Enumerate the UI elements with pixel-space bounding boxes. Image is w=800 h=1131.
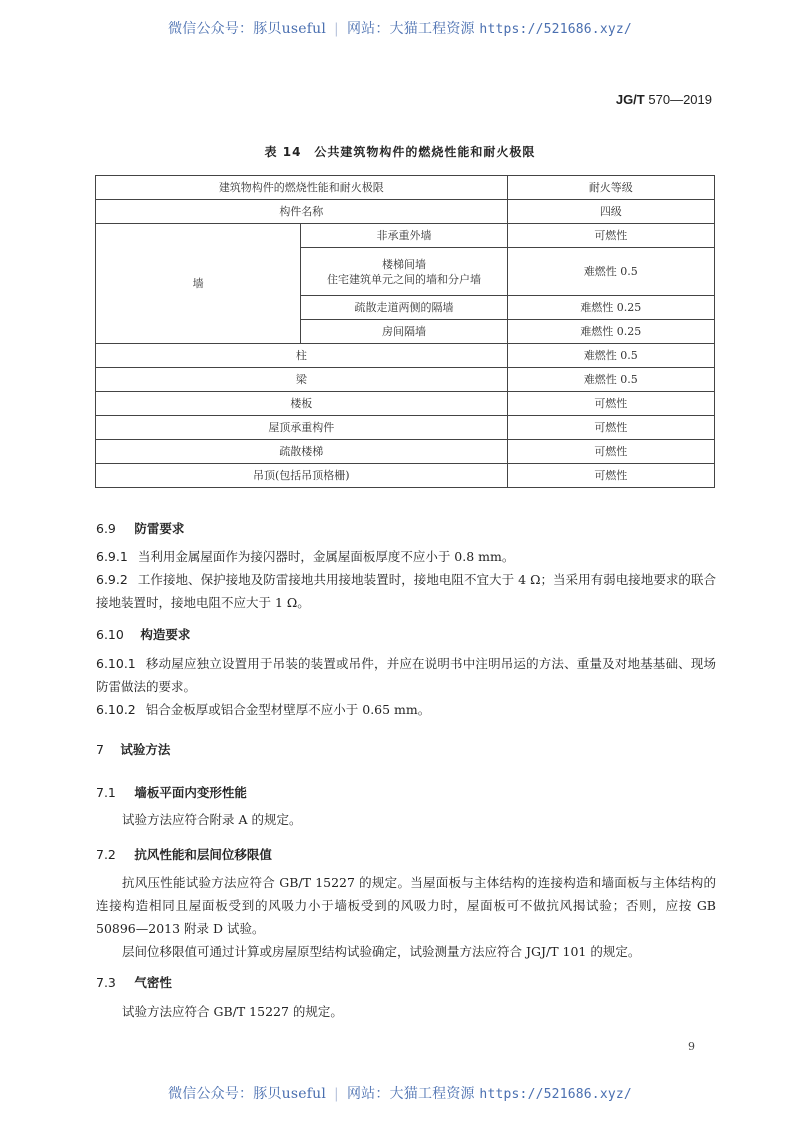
section-title: 气密性 [134,975,172,990]
section-number: 7 [96,742,104,757]
standard-code [616,92,712,107]
watermark-site: 网站：大猫工程资源 [346,1086,475,1102]
table-cell-name: 梁 [96,368,508,392]
table-row [96,392,715,416]
paragraph-7-2-drift: 层间位移限值可通过计算或房屋原型结构试验确定，试验测量方法应符合 JGJ/T 101 的规定。 [122,944,641,959]
table-cell-name [301,248,507,296]
table-row [96,440,715,464]
clause-number: 6.10.2 [96,702,136,717]
section-number: 7.1 [96,785,116,800]
watermark-wechat: 微信公众号：豚贝useful [168,1086,327,1102]
clause-text: 当利用金属屋面作为接闪器时，金属屋面板厚度不应小于 0.8 mm。 [137,549,515,564]
clause-6-9-2 [96,568,716,614]
paragraph-7-3: 试验方法应符合 GB/T 15227 的规定。 [122,1004,343,1019]
watermark-url: https://521686.xyz/ [479,22,632,37]
table-row [96,224,715,248]
table-header-cell: 构件名称 [96,200,508,224]
section-heading-7-2 [96,845,272,863]
clause-text: 工作接地、保护接地及防雷接地共用接地装置时，接地电阻不宜大于 4 Ω；当采用有弱电接地要求的联合接地装置时，接地电阻不应大于 1 Ω。 [96,572,716,610]
standard-number: 570—2019 [648,92,712,107]
table-cell-value: 可燃性 [507,416,714,440]
clause-text: 铝合金板厚或铝合金型材壁厚不应小于 0.65 mm。 [145,702,431,717]
table-header-cell: 四级 [507,200,714,224]
table-cell-value: 难燃性 0.5 [507,368,714,392]
section-title: 抗风性能和层间位移限值 [134,847,272,862]
standard-prefix: JG/T [615,92,645,107]
section-number: 6.10 [96,627,124,642]
watermark-separator: | [334,21,339,37]
watermark-separator: | [334,1086,339,1102]
section-number: 7.2 [96,847,116,862]
watermark-top [0,18,800,38]
table-cell-name: 柱 [96,344,508,368]
section-heading-6-10 [96,625,190,643]
table-header-row [96,200,715,224]
clause-6-10-2 [96,698,716,721]
clause-text: 移动屋应独立设置用于吊装的装置或吊件，并应在说明书中注明吊运的方法、重量及对地基基础、现场防雷做法的要求。 [96,656,716,694]
table-row [96,416,715,440]
section-heading-7-1 [96,783,247,801]
clause-number: 6.9.1 [96,549,128,564]
watermark-wechat: 微信公众号：豚贝useful [168,21,327,37]
table-cell-name: 吊顶(包括吊顶格栅) [96,464,508,488]
table-cell-value: 难燃性 0.25 [507,296,714,320]
table-cell-value: 可燃性 [507,392,714,416]
table-header-row [96,176,715,200]
table-row [96,464,715,488]
clause-6-10-1 [96,652,716,698]
section-heading-6-9 [96,519,184,537]
table-caption: 表 14 公共建筑物构件的燃烧性能和耐火极限 [264,145,536,159]
table-cell-name: 房间隔墙 [301,320,507,344]
table-cell-value: 难燃性 0.25 [507,320,714,344]
section-title: 墙板平面内变形性能 [134,785,247,800]
table-header-cell: 耐火等级 [507,176,714,200]
table-header-cell: 建筑物构件的燃烧性能和耐火极限 [96,176,508,200]
table-cell-name: 屋顶承重构件 [96,416,508,440]
clause-number: 6.9.2 [96,572,128,587]
clause-number: 6.10.1 [96,656,136,671]
section-title: 防雷要求 [134,521,185,536]
table-cell-name: 非承重外墙 [301,224,507,248]
watermark-site: 网站：大猫工程资源 [346,21,475,37]
section-title: 构造要求 [140,627,191,642]
watermark-url: https://521686.xyz/ [479,1087,632,1102]
table-cell-value: 可燃性 [507,224,714,248]
paragraph-7-2-wind: 抗风压性能试验方法应符合 GB/T 15227 的规定。当屋面板与主体结构的连接构造和墙面板与主体结构的连接构造相同且屋面板受到的风吸力小于墙板受到的风吸力时，屋面板可不做抗风揭试验；否则，应按 GB 50896—2013 附录 D 试验。 [96,875,716,936]
table-cell-value: 可燃性 [507,464,714,488]
section-number: 6.9 [96,521,116,536]
table-cell-name-line: 楼梯间墙 [381,257,426,271]
fire-resistance-table [95,175,715,488]
section-title: 试验方法 [120,742,171,757]
table-cell-name: 疏散走道两侧的隔墙 [301,296,507,320]
table-row [96,368,715,392]
table-row [96,344,715,368]
watermark-bottom [0,1083,800,1103]
table-cell-value: 难燃性 0.5 [507,248,714,296]
wall-group-label: 墙 [96,224,301,344]
table-cell-name: 楼板 [96,392,508,416]
section-number: 7.3 [96,975,116,990]
table-cell-name-line: 住宅建筑单元之间的墙和分户墙 [326,272,481,286]
paragraph-7-1: 试验方法应符合附录 A 的规定。 [122,812,302,827]
page-number: 9 [688,1040,695,1053]
table-cell-value: 难燃性 0.5 [507,344,714,368]
table-cell-name: 疏散楼梯 [96,440,508,464]
section-heading-7-3 [96,973,172,991]
table-cell-value: 可燃性 [507,440,714,464]
clause-6-9-1 [96,545,716,568]
chapter-heading-7 [96,740,170,758]
